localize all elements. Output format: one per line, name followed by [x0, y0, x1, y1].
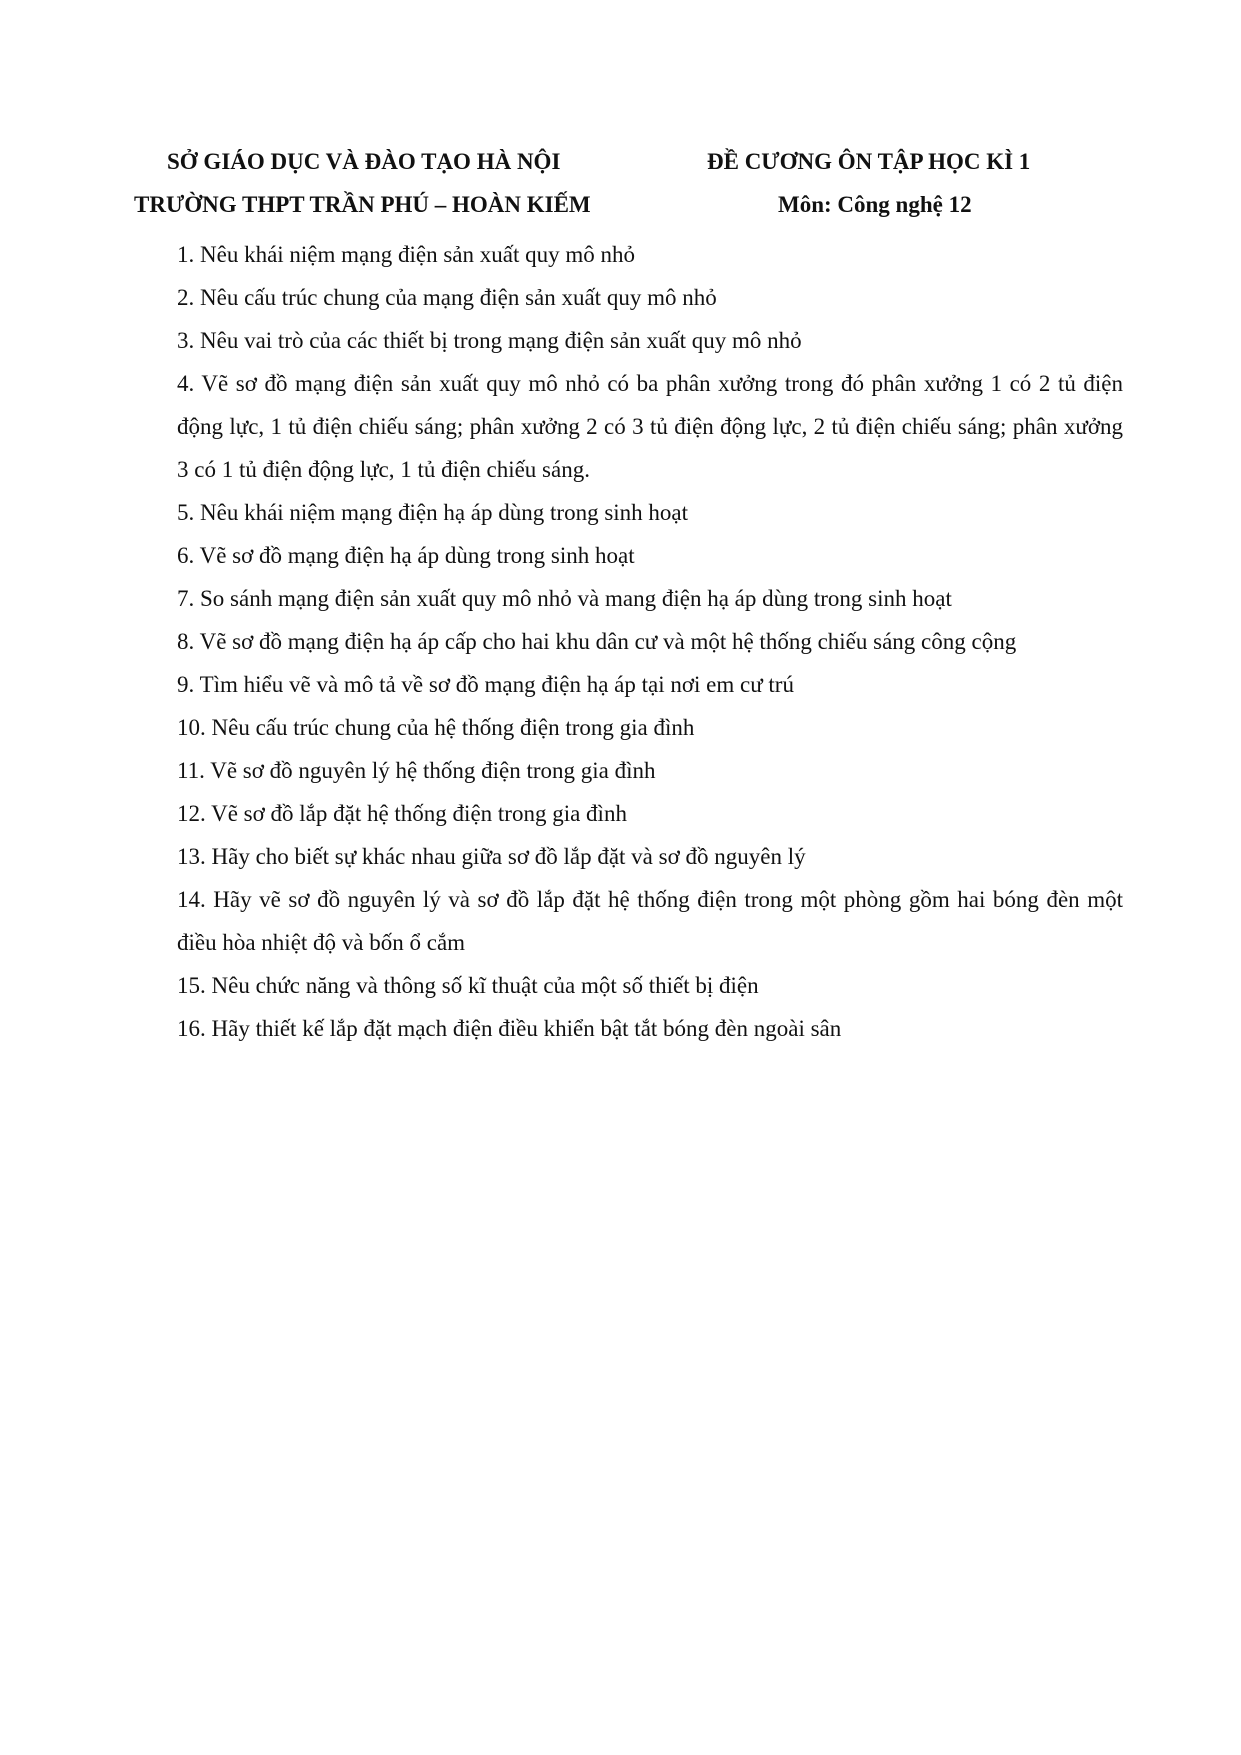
subject-line: Môn: Công nghệ 12: [778, 192, 972, 217]
school-name: TRƯỜNG THPT TRẦN PHÚ – HOÀN KIẾM: [134, 192, 591, 217]
question-item: 5. Nêu khái niệm mạng điện hạ áp dùng trong sinh hoạt: [177, 500, 689, 525]
question-item: 9. Tìm hiểu vẽ và mô tả về sơ đồ mạng điện hạ áp tại nơi em cư trú: [177, 672, 794, 697]
question-item: 12. Vẽ sơ đồ lắp đặt hệ thống điện trong gia đình: [177, 801, 627, 826]
document-title: ĐỀ CƯƠNG ÔN TẬP HỌC KÌ 1: [707, 149, 1031, 174]
question-item: 7. So sánh mạng điện sản xuất quy mô nhỏ và mang điện hạ áp dùng trong sinh hoạt: [177, 586, 952, 611]
question-item: 11. Vẽ sơ đồ nguyên lý hệ thống điện trong gia đình: [177, 758, 656, 783]
question-item: 3. Nêu vai trò của các thiết bị trong mạng điện sản xuất quy mô nhỏ: [177, 328, 802, 353]
question-list: [177, 233, 1123, 1050]
question-item: 15. Nêu chức năng và thông số kĩ thuật của một số thiết bị điện: [177, 973, 759, 998]
question-item: 16. Hãy thiết kế lắp đặt mạch điện điều khiển bật tắt bóng đèn ngoài sân: [177, 1016, 842, 1041]
department-name: SỞ GIÁO DỤC VÀ ĐÀO TẠO HÀ NỘI: [167, 149, 561, 174]
question-item: 14. Hãy vẽ sơ đồ nguyên lý và sơ đồ lắp đặt hệ thống điện trong một phòng gồm hai bóng đèn một điều hòa nhiệt độ và bốn ổ cắm: [177, 887, 1123, 955]
question-item: 4. Vẽ sơ đồ mạng điện sản xuất quy mô nhỏ có ba phân xưởng trong đó phân xưởng 1 có 2 tủ điện động lực, 1 tủ điện chiếu sáng; phân xưởng 2 có 3 tủ điện động lực, 2 tủ điện chiếu sáng; phân xưởng 3 có 1 tủ điện động lực, 1 tủ điện chiếu sáng.: [177, 371, 1123, 482]
question-item: 2. Nêu cấu trúc chung của mạng điện sản xuất quy mô nhỏ: [177, 285, 717, 310]
question-item: 1. Nêu khái niệm mạng điện sản xuất quy mô nhỏ: [177, 242, 636, 267]
question-item: 8. Vẽ sơ đồ mạng điện hạ áp cấp cho hai khu dân cư và một hệ thống chiếu sáng công cộng: [177, 629, 1017, 654]
question-item: 10. Nêu cấu trúc chung của hệ thống điện trong gia đình: [177, 715, 695, 740]
question-item: 6. Vẽ sơ đồ mạng điện hạ áp dùng trong sinh hoạt: [177, 543, 635, 568]
question-item: 13. Hãy cho biết sự khác nhau giữa sơ đồ lắp đặt và sơ đồ nguyên lý: [177, 844, 806, 869]
